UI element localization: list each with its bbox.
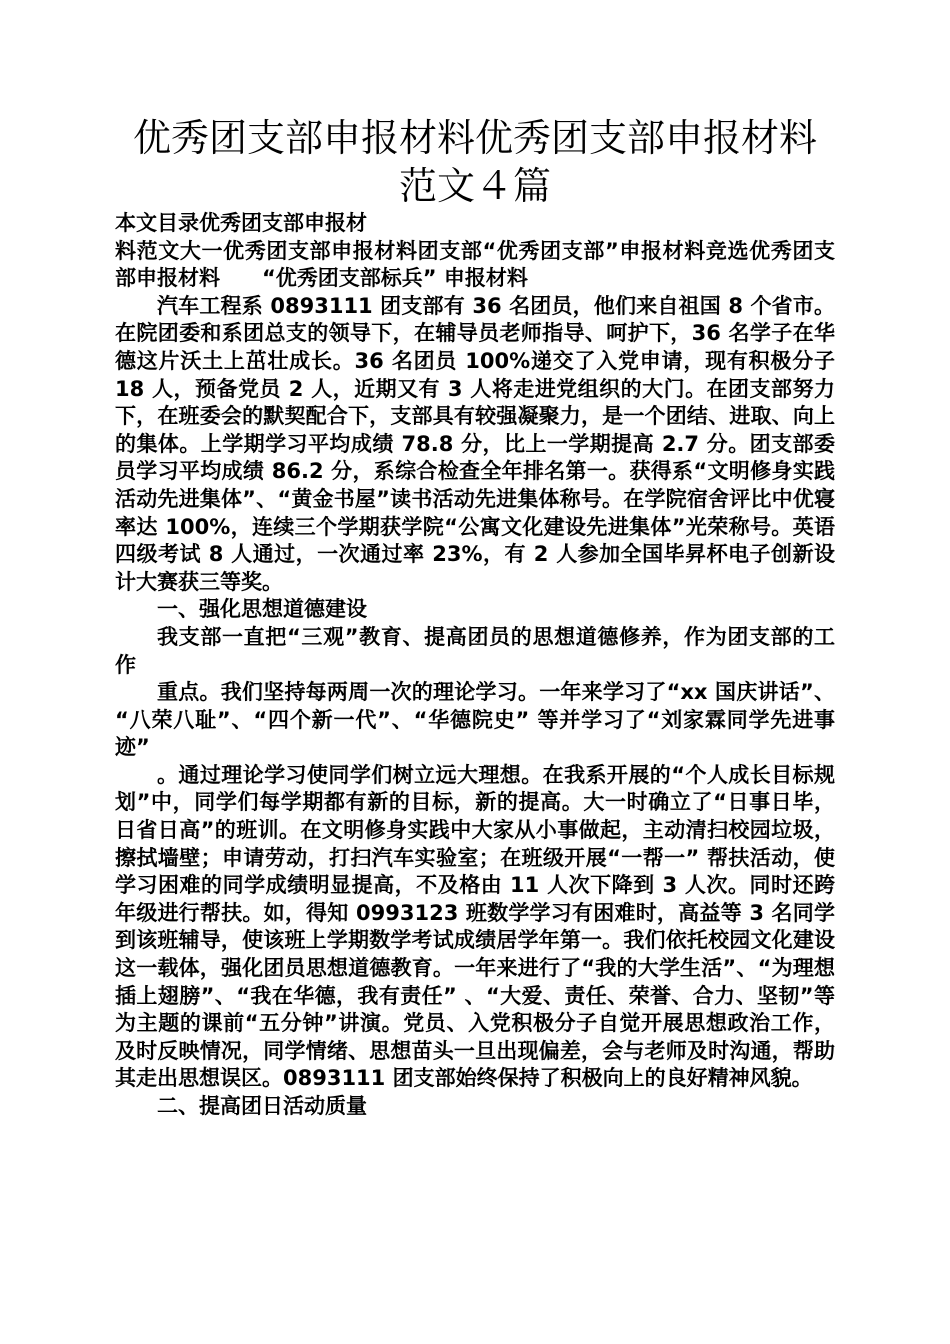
paragraph-section-1-lead: 我支部一直把“三观”教育、提高团员的思想道德修养，作为团支部的工作 [115, 624, 835, 677]
paragraph-section-1-study: 重点。我们坚持每两周一次的理论学习。一年来学习了“xx 国庆讲话”、 “八荣八耻”、“四个新一代”、“华德院史” 等并学习了“刘家霖同学先进事迹” [115, 680, 835, 760]
document-page [115, 114, 835, 1121]
toc-rest-text: 料范文大一优秀团支部申报材料团支部“优秀团支部”申报材料竞选优秀团支部申报材料 “优秀团支部标兵” 申报材料 [115, 238, 835, 291]
document-title: 优秀团支部申报材料优秀团支部申报材料范文４篇 [132, 116, 817, 208]
toc-lead-text: 本文目录优秀团支部申报材 [115, 211, 367, 235]
section-heading-1: 一、强化思想道德建设 [157, 597, 367, 622]
section-heading-2: 二、提高团日活动质量 [157, 1094, 367, 1118]
table-of-contents [115, 210, 835, 293]
paragraph-intro: 汽车工程系 0893111 团支部有 36 名团员，他们来自祖国 8 个省市。在院团委和系团总支的领导下，在辅导员老师指导、呵护下，36 名学子在华德这片沃土上茁壮成长。36 名团员 100%递交了入党申请，现有积极分子 18 人，预备党员 2 人，近期又有 3 人将走进党组织的大门。在团支部努力下，在班委会的默契配合下，支部具有较强凝聚力，是一个团结、进取、向上的集体。上学期学习平均成绩 78.8 分，比上一学期提高 2.7 分。团支部委员学习平均成绩 86.2 分，系综合检查全年排名第一。获得系“文明修身实践活动先进集体”、“黄金书屋”读书活动先进集体称号。在学院宿舍评比中优寝率达 100%，连续三个学期获学院“公寓文化建设先进集体”光荣称号。英语四级考试 8 人通过，一次通过率 23%，有 2 人参加全国毕昇杯电子创新设计大赛获三等奖。 [115, 293, 835, 594]
paragraph-section-1-body: 。通过理论学习使同学们树立远大理想。在我系开展的“个人成长目标规划”中，同学们每学期都有新的目标，新的提高。大一时确立了“日事日毕，日省日高”的班训。在文明修身实践中大家从小事做起，主动清扫校园垃圾，擦拭墙壁；申请劳动，打扫汽车实验室；在班级开展“一帮一” 帮扶活动，使学习困难的同学成绩明显提高，不及格由 11 人次下降到 3 人次。同时还跨年级进行帮扶。如，得知 0993123 班数学学习有困难时，高益等 3 名同学到该班辅导，使该班上学期数学考试成绩居学年第一。我们依托校园文化建设这一载体，强化团员思想道德教育。一年来进行了“我的大学生活”、“为理想插上翅膀”、“我在华德，我有责任” 、“大爱、责任、荣誉、合力、坚韧”等为主题的课前“五分钟”讲演。党员、入党积极分子自觉开展思想政治工作，及时反映情况，同学情绪、思想苗头一旦出现偏差，会与老师及时沟通，帮助其走出思想误区。0893111 团支部始终保持了积极向上的良好精神风貌。 [115, 762, 835, 1091]
